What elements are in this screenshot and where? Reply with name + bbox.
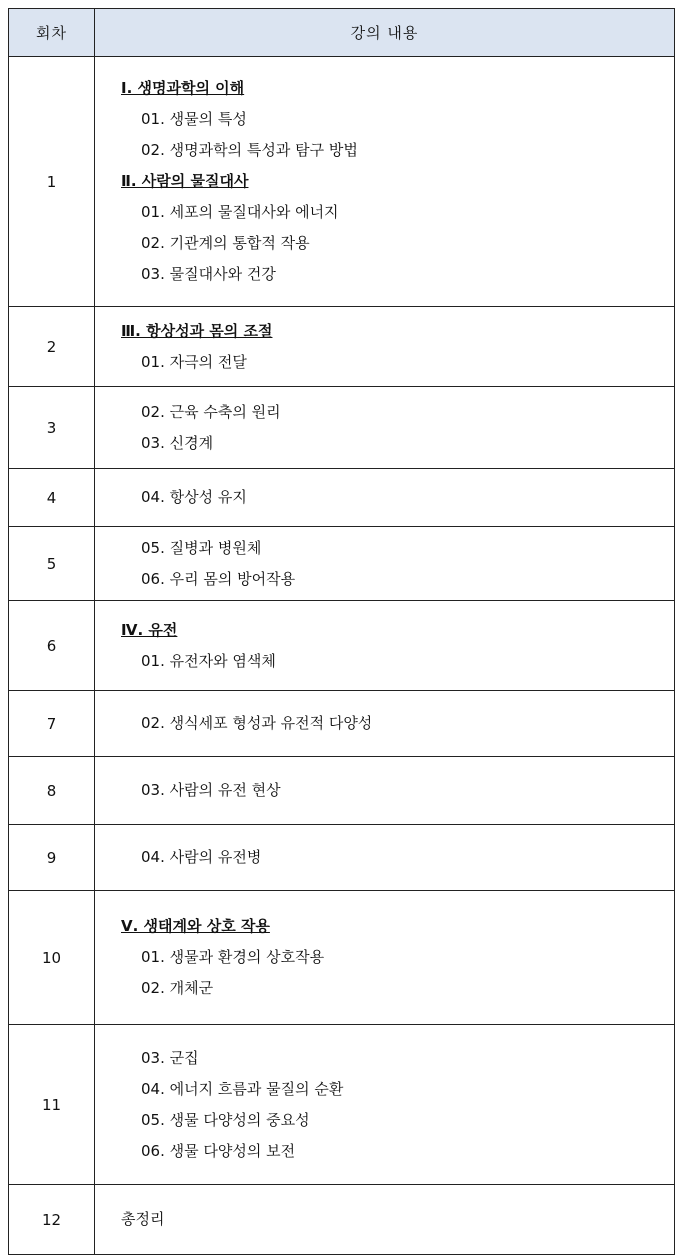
session-number: 5 xyxy=(9,527,95,601)
lecture-content xyxy=(95,601,675,691)
lecture-content-list xyxy=(95,1043,674,1167)
lecture-content-list xyxy=(95,1204,674,1235)
lecture-item: 02. 기관계의 통합적 작용 xyxy=(141,234,310,252)
lecture-content-list xyxy=(95,533,674,595)
table-row xyxy=(9,527,675,601)
lecture-content-list xyxy=(95,775,674,806)
table-row xyxy=(9,757,675,825)
lecture-item: 01. 생물과 환경의 상호작용 xyxy=(141,948,325,966)
lecture-content-list xyxy=(95,708,674,739)
table-row xyxy=(9,57,675,307)
lecture-item: 01. 세포의 물질대사와 에너지 xyxy=(141,203,339,221)
lecture-content xyxy=(95,891,675,1025)
lecture-content-list xyxy=(95,842,674,873)
lecture-content-list xyxy=(95,316,674,378)
lecture-item: 01. 유전자와 염색체 xyxy=(141,651,276,670)
session-number: 8 xyxy=(9,757,95,825)
lecture-item: 04. 에너지 흐름과 물질의 순환 xyxy=(141,1079,344,1098)
session-number: 1 xyxy=(9,57,95,307)
section-heading: Ⅴ. 생태계와 상호 작용 xyxy=(121,917,270,935)
table-row xyxy=(9,1025,675,1185)
lecture-content-list xyxy=(95,73,674,290)
lecture-item: 06. 우리 몸의 방어작용 xyxy=(141,569,296,588)
lecture-content xyxy=(95,469,675,527)
section-heading: Ⅳ. 유전 xyxy=(121,620,178,639)
session-number: 11 xyxy=(9,1025,95,1185)
lecture-content xyxy=(95,57,675,307)
table-row xyxy=(9,891,675,1025)
lecture-content-list xyxy=(95,397,674,459)
lecture-item: 03. 군집 xyxy=(141,1048,199,1067)
lecture-item: 04. 사람의 유전병 xyxy=(141,848,262,866)
table-row xyxy=(9,691,675,757)
header-row xyxy=(9,9,675,57)
session-number: 12 xyxy=(9,1185,95,1255)
lecture-content-list xyxy=(95,615,674,677)
lecture-item: 02. 개체군 xyxy=(141,979,214,997)
table-row xyxy=(9,825,675,891)
session-number: 2 xyxy=(9,307,95,387)
lecture-content xyxy=(95,387,675,469)
lecture-content xyxy=(95,691,675,757)
session-number: 3 xyxy=(9,387,95,469)
session-number: 9 xyxy=(9,825,95,891)
session-number: 6 xyxy=(9,601,95,691)
session-number: 4 xyxy=(9,469,95,527)
lecture-item: 06. 생물 다양성의 보전 xyxy=(141,1141,296,1160)
lecture-content xyxy=(95,307,675,387)
lecture-item: 03. 신경계 xyxy=(141,433,214,452)
lecture-item: 03. 물질대사와 건강 xyxy=(141,265,276,283)
lecture-content xyxy=(95,1185,675,1255)
lecture-content xyxy=(95,825,675,891)
table-row xyxy=(9,469,675,527)
table-row xyxy=(9,307,675,387)
syllabus-table xyxy=(8,8,675,1255)
session-number: 10 xyxy=(9,891,95,1025)
lecture-item: 02. 근육 수축의 원리 xyxy=(141,402,281,421)
table-row xyxy=(9,387,675,469)
section-heading: Ⅲ. 항상성과 몸의 조절 xyxy=(121,321,273,340)
table-row xyxy=(9,1185,675,1255)
lecture-content xyxy=(95,527,675,601)
lecture-item: 04. 항상성 유지 xyxy=(141,488,247,506)
session-number: 7 xyxy=(9,691,95,757)
section-heading: Ⅰ. 생명과학의 이해 xyxy=(121,79,245,97)
table-row xyxy=(9,601,675,691)
lecture-item: 05. 질병과 병원체 xyxy=(141,538,262,557)
lecture-item: 02. 생명과학의 특성과 탐구 방법 xyxy=(141,141,358,159)
lecture-content xyxy=(95,757,675,825)
section-heading: Ⅱ. 사람의 물질대사 xyxy=(121,172,249,190)
lecture-content-list xyxy=(95,482,674,513)
lecture-item: 총정리 xyxy=(121,1210,165,1228)
lecture-item: 01. 생물의 특성 xyxy=(141,110,247,128)
lecture-content-list xyxy=(95,911,674,1004)
header-content: 강의 내용 xyxy=(95,9,675,57)
header-session: 회차 xyxy=(9,9,95,57)
lecture-item: 05. 생물 다양성의 중요성 xyxy=(141,1110,310,1129)
lecture-item: 02. 생식세포 형성과 유전적 다양성 xyxy=(141,714,373,732)
lecture-item: 01. 자극의 전달 xyxy=(141,352,247,371)
lecture-content xyxy=(95,1025,675,1185)
lecture-item: 03. 사람의 유전 현상 xyxy=(141,781,281,799)
